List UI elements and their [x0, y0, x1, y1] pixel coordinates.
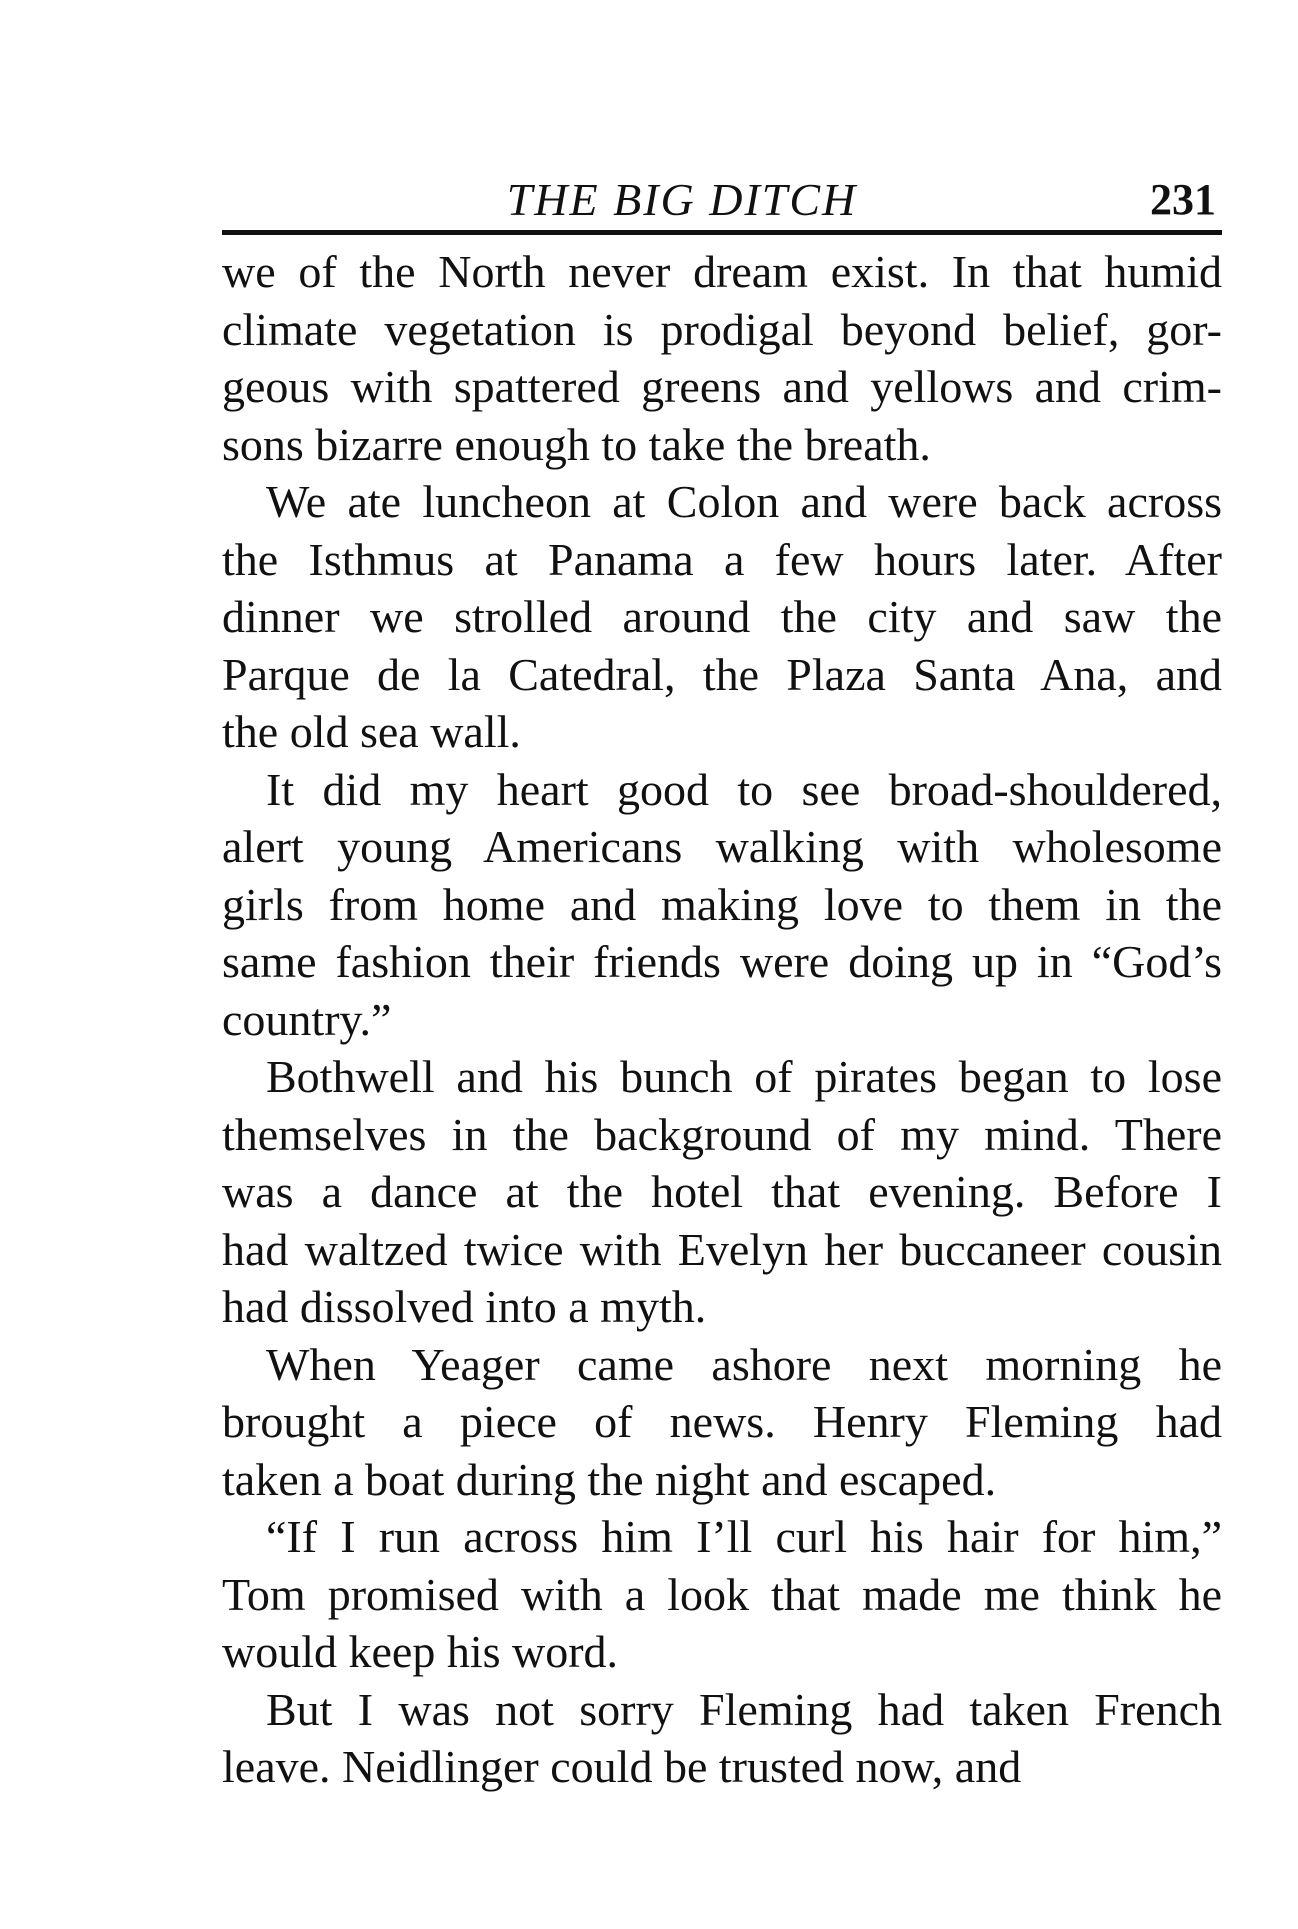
text-line: same fashion their friends were doing up in “God’s [222, 936, 1222, 987]
paragraph [222, 473, 1222, 761]
text-line: Bothwell and his bunch of pirates began to lose [266, 1051, 1222, 1102]
text-line: taken a boat during the night and escaped. [222, 1453, 997, 1505]
text-line: “If I run across him I’ll curl his hair for him,” [266, 1511, 1222, 1562]
text-line: leave. Neidlinger could be trusted now, and [222, 1741, 1022, 1792]
paragraph [222, 1681, 1222, 1796]
text-line: had dissolved into a myth. [222, 1281, 707, 1332]
text-line: brought a piece of news. Henry Fleming had [222, 1396, 1222, 1447]
running-head [222, 170, 1222, 235]
running-title: THE BIG DITCH [506, 174, 858, 225]
paragraph [222, 1508, 1222, 1681]
text-line: girls from home and making love to them in the [222, 878, 1222, 930]
text-line: the old sea wall. [222, 706, 521, 757]
text-line: sons bizarre enough to take the breath. [222, 418, 931, 470]
text-line: climate vegetation is prodigal beyond belief, gor- [222, 303, 1222, 355]
text-line: would keep his word. [222, 1626, 619, 1677]
book-page [222, 170, 1222, 1796]
text-line: the Isthmus at Panama a few hours later. After [222, 533, 1222, 585]
text-line: Parque de la Catedral, the Plaza Santa Ana, and [222, 648, 1222, 700]
text-line: Tom promised with a look that made me think he [222, 1568, 1222, 1620]
text-line: was a dance at the hotel that evening. Before I [222, 1166, 1222, 1217]
paragraph [222, 761, 1222, 1049]
text-line: When Yeager came ashore next morning he [266, 1338, 1222, 1390]
paragraph [222, 1336, 1222, 1509]
page-number: 231 [1150, 175, 1216, 224]
text-line: It did my heart good to see broad-shouldered, [266, 763, 1222, 815]
paragraph [222, 243, 1222, 473]
text-line: we of the North never dream exist. In that humid [222, 246, 1222, 297]
text-line: country.” [222, 993, 392, 1045]
body-text [222, 243, 1222, 1796]
text-line: geous with spattered greens and yellows and crim- [222, 361, 1222, 412]
text-line: But I was not sorry Fleming had taken French [266, 1683, 1222, 1735]
text-line: had waltzed twice with Evelyn her buccaneer cousin [222, 1223, 1222, 1275]
text-line: dinner we strolled around the city and saw the [222, 591, 1222, 642]
text-line: themselves in the background of my mind. There [222, 1108, 1222, 1160]
text-line: We ate luncheon at Colon and were back across [266, 476, 1222, 527]
paragraph [222, 1048, 1222, 1336]
text-line: alert young Americans walking with wholesome [222, 821, 1222, 872]
